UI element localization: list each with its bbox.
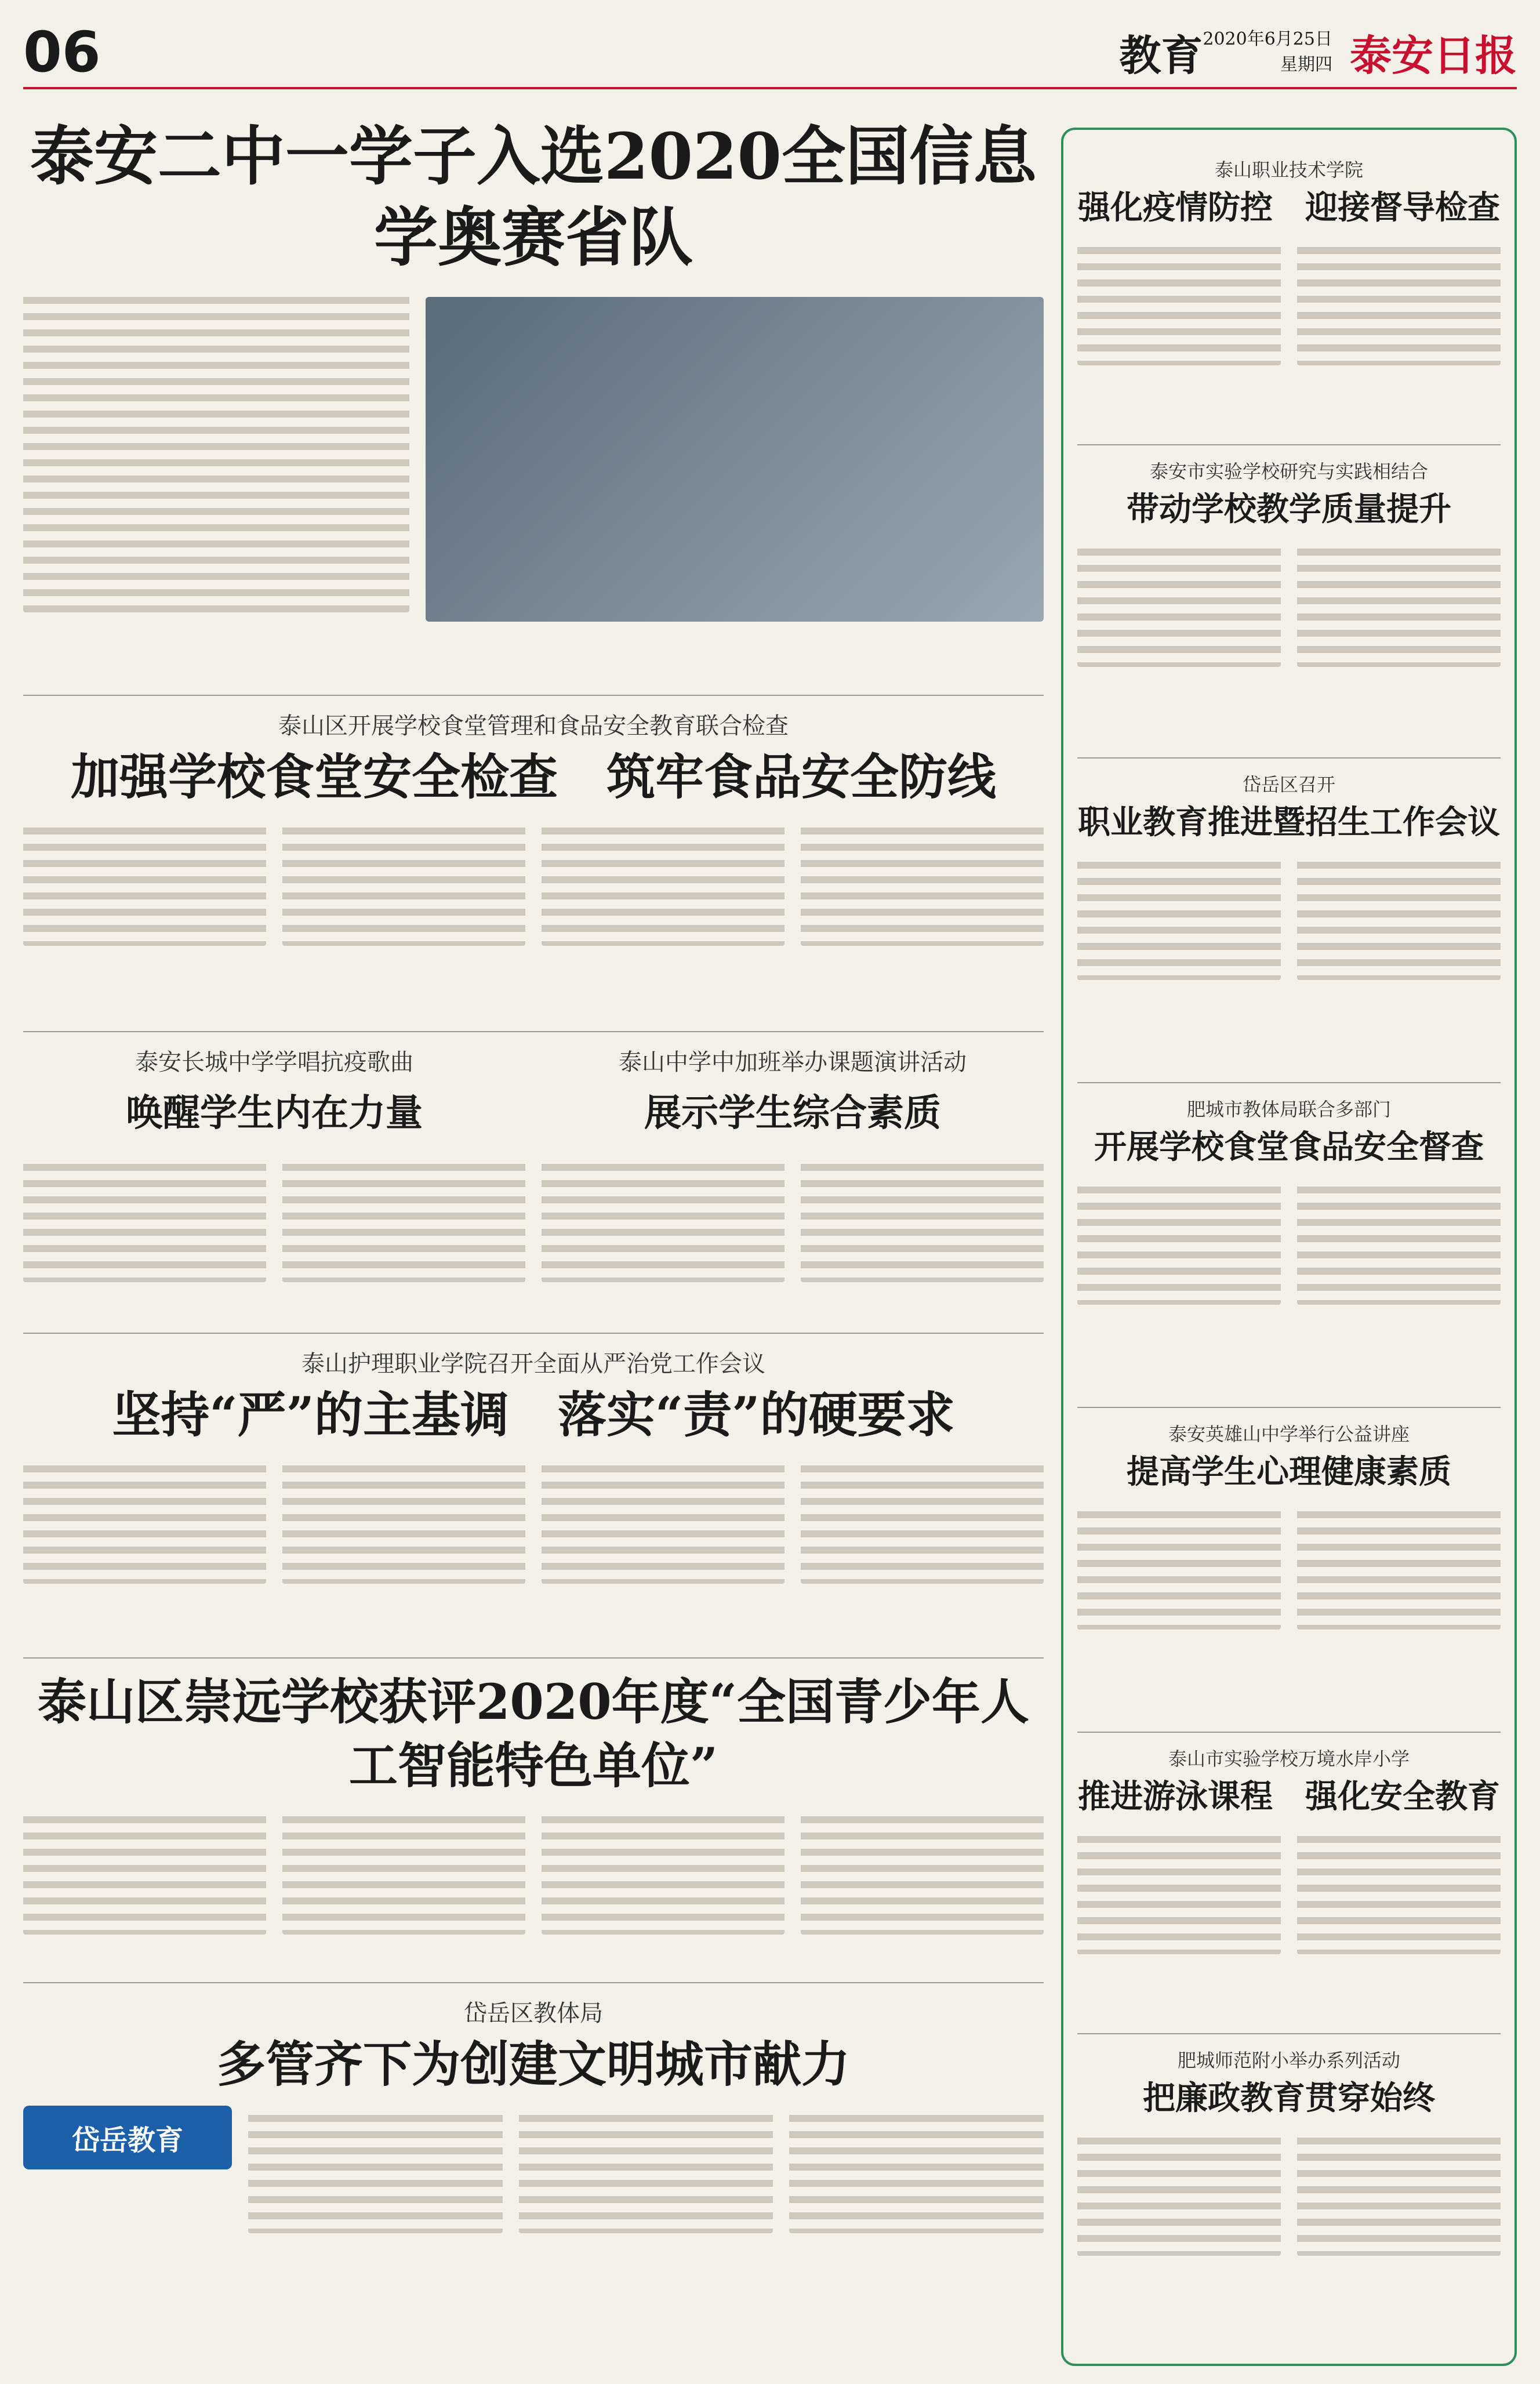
story-civilized-city bbox=[23, 1983, 1044, 2354]
brief-body bbox=[1077, 1502, 1501, 1630]
issue-date-text: 2020年6月25日 bbox=[1203, 29, 1332, 49]
brief-body bbox=[1077, 852, 1501, 980]
brief-kicker: 岱岳区召开 bbox=[1242, 774, 1335, 796]
body-placeholder bbox=[1077, 1177, 1281, 1305]
daiyue-education-logo: 岱岳教育 bbox=[23, 2106, 232, 2169]
story-headline: 泰山区崇远学校获评2020年度“全国青少年人工智能特色单位” bbox=[37, 1673, 1030, 1794]
brief-swimming-safety bbox=[1077, 1733, 1501, 2034]
body-placeholder bbox=[282, 1456, 525, 1584]
brief-headline: 推进游泳课程 强化安全教育 bbox=[1078, 1777, 1500, 1816]
brief-kicker: 泰山市实验学校万境水岸小学 bbox=[1168, 1748, 1410, 1770]
body-placeholder bbox=[542, 1456, 784, 1584]
issue-date bbox=[1203, 27, 1332, 78]
brief-integrity-education bbox=[1077, 2034, 1501, 2324]
story-body bbox=[542, 1155, 1044, 1282]
story-ai-school bbox=[23, 1659, 1044, 1983]
body-placeholder bbox=[23, 288, 409, 612]
body-placeholder bbox=[1297, 852, 1501, 980]
main-column bbox=[23, 104, 1044, 2366]
story-body bbox=[23, 818, 1044, 946]
body-placeholder bbox=[1297, 238, 1501, 365]
story-anti-epidemic-songs bbox=[23, 1044, 525, 1321]
brief-vocational-enrolment bbox=[1077, 759, 1501, 1083]
story-body bbox=[23, 288, 1044, 622]
story-headline: 多管齐下为创建文明城市献力 bbox=[216, 2035, 850, 2093]
story-body bbox=[23, 1807, 1044, 1935]
story-body bbox=[23, 1155, 525, 1282]
brief-canteen-supervision bbox=[1077, 1083, 1501, 1408]
brief-headline: 职业教育推进暨招生工作会议 bbox=[1078, 803, 1500, 841]
body-placeholder bbox=[23, 1807, 266, 1935]
body-placeholder bbox=[542, 1155, 784, 1282]
masthead bbox=[23, 17, 1517, 89]
brief-body bbox=[1077, 1827, 1501, 1954]
body-placeholder bbox=[1297, 1177, 1501, 1305]
story-headline: 唤醒学生内在力量 bbox=[126, 1091, 423, 1135]
body-placeholder bbox=[248, 2106, 503, 2233]
section-title: 教育 bbox=[1119, 31, 1203, 80]
brief-mental-health bbox=[1077, 1408, 1501, 1733]
story-headline: 泰安二中一学子入选2020全国信息学奥赛省队 bbox=[30, 119, 1037, 275]
story-kicker: 泰安长城中学学唱抗疫歌曲 bbox=[135, 1049, 413, 1076]
body-placeholder bbox=[282, 818, 525, 946]
story-body bbox=[23, 2106, 1044, 2233]
story-party-discipline bbox=[23, 1334, 1044, 1659]
body-placeholder bbox=[282, 1155, 525, 1282]
paper-logo: 泰安日报 bbox=[1349, 31, 1517, 80]
brief-kicker: 肥城师范附小举办系列活动 bbox=[1177, 2049, 1400, 2071]
body-placeholder bbox=[23, 1456, 266, 1584]
brief-epidemic-prevention bbox=[1077, 144, 1501, 445]
body-placeholder bbox=[542, 818, 784, 946]
body-placeholder bbox=[801, 818, 1044, 946]
story-row-songs-lectures bbox=[23, 1032, 1044, 1334]
logo-column bbox=[23, 2106, 232, 2233]
story-kicker: 泰山护理职业学院召开全面从严治党工作会议 bbox=[302, 1351, 765, 1377]
story-headline: 展示学生综合素质 bbox=[644, 1091, 941, 1135]
story-kicker: 岱岳区教体局 bbox=[464, 2000, 603, 2027]
body-placeholder bbox=[801, 1456, 1044, 1584]
brief-headline: 提高学生心理健康素质 bbox=[1127, 1453, 1451, 1491]
brief-kicker: 肥城市教体局联合多部门 bbox=[1186, 1098, 1391, 1120]
story-topic-speeches bbox=[542, 1044, 1044, 1321]
story-canteen-inspection bbox=[23, 696, 1044, 1032]
brief-kicker: 泰安市实验学校研究与实践相结合 bbox=[1149, 460, 1428, 482]
body-placeholder bbox=[519, 2106, 773, 2233]
brief-headline: 开展学校食堂食品安全督查 bbox=[1094, 1128, 1484, 1166]
issue-weekday: 星期四 bbox=[1280, 55, 1332, 75]
brief-body bbox=[1077, 539, 1501, 667]
body-placeholder bbox=[1077, 539, 1281, 667]
story-headline: 加强学校食堂安全检查 筑牢食品安全防线 bbox=[70, 748, 996, 805]
brief-teaching-quality bbox=[1077, 445, 1501, 759]
body-placeholder bbox=[23, 818, 266, 946]
story-body bbox=[23, 1456, 1044, 1584]
brief-headline: 把廉政教育贯穿始终 bbox=[1143, 2079, 1435, 2117]
body-placeholder bbox=[1077, 238, 1281, 365]
page-number: 06 bbox=[23, 20, 101, 85]
brief-body bbox=[1077, 1177, 1501, 1305]
body-placeholder bbox=[542, 1807, 784, 1935]
brief-body bbox=[1077, 2128, 1501, 2256]
sidebar-briefs bbox=[1061, 128, 1517, 2366]
story-headline: 坚持“严”的主基调 落实“责”的硬要求 bbox=[112, 1386, 955, 1443]
body-placeholder bbox=[1077, 1502, 1281, 1630]
story-informatics-olympiad bbox=[23, 104, 1044, 696]
brief-headline: 带动学校教学质量提升 bbox=[1127, 490, 1451, 528]
body-placeholder bbox=[1077, 1827, 1281, 1954]
body-placeholder bbox=[1077, 852, 1281, 980]
story-photo bbox=[426, 297, 1044, 622]
brief-headline: 强化疫情防控 迎接督导检查 bbox=[1078, 188, 1500, 227]
story-kicker: 泰山中学中加班举办课题演讲活动 bbox=[619, 1049, 967, 1076]
story-kicker: 泰山区开展学校食堂管理和食品安全教育联合检查 bbox=[278, 713, 789, 739]
body-placeholder bbox=[282, 1807, 525, 1935]
brief-kicker: 泰安英雄山中学举行公益讲座 bbox=[1168, 1423, 1410, 1445]
body-placeholder bbox=[801, 1155, 1044, 1282]
body-placeholder bbox=[1077, 2128, 1281, 2256]
body-placeholder bbox=[1297, 2128, 1501, 2256]
brief-body bbox=[1077, 238, 1501, 365]
body-placeholder bbox=[1297, 1502, 1501, 1630]
body-placeholder bbox=[1297, 539, 1501, 667]
body-placeholder bbox=[23, 1155, 266, 1282]
body-placeholder bbox=[801, 1807, 1044, 1935]
body-placeholder bbox=[789, 2106, 1044, 2233]
brief-kicker: 泰山职业技术学院 bbox=[1214, 159, 1363, 181]
body-placeholder bbox=[1297, 1827, 1501, 1954]
